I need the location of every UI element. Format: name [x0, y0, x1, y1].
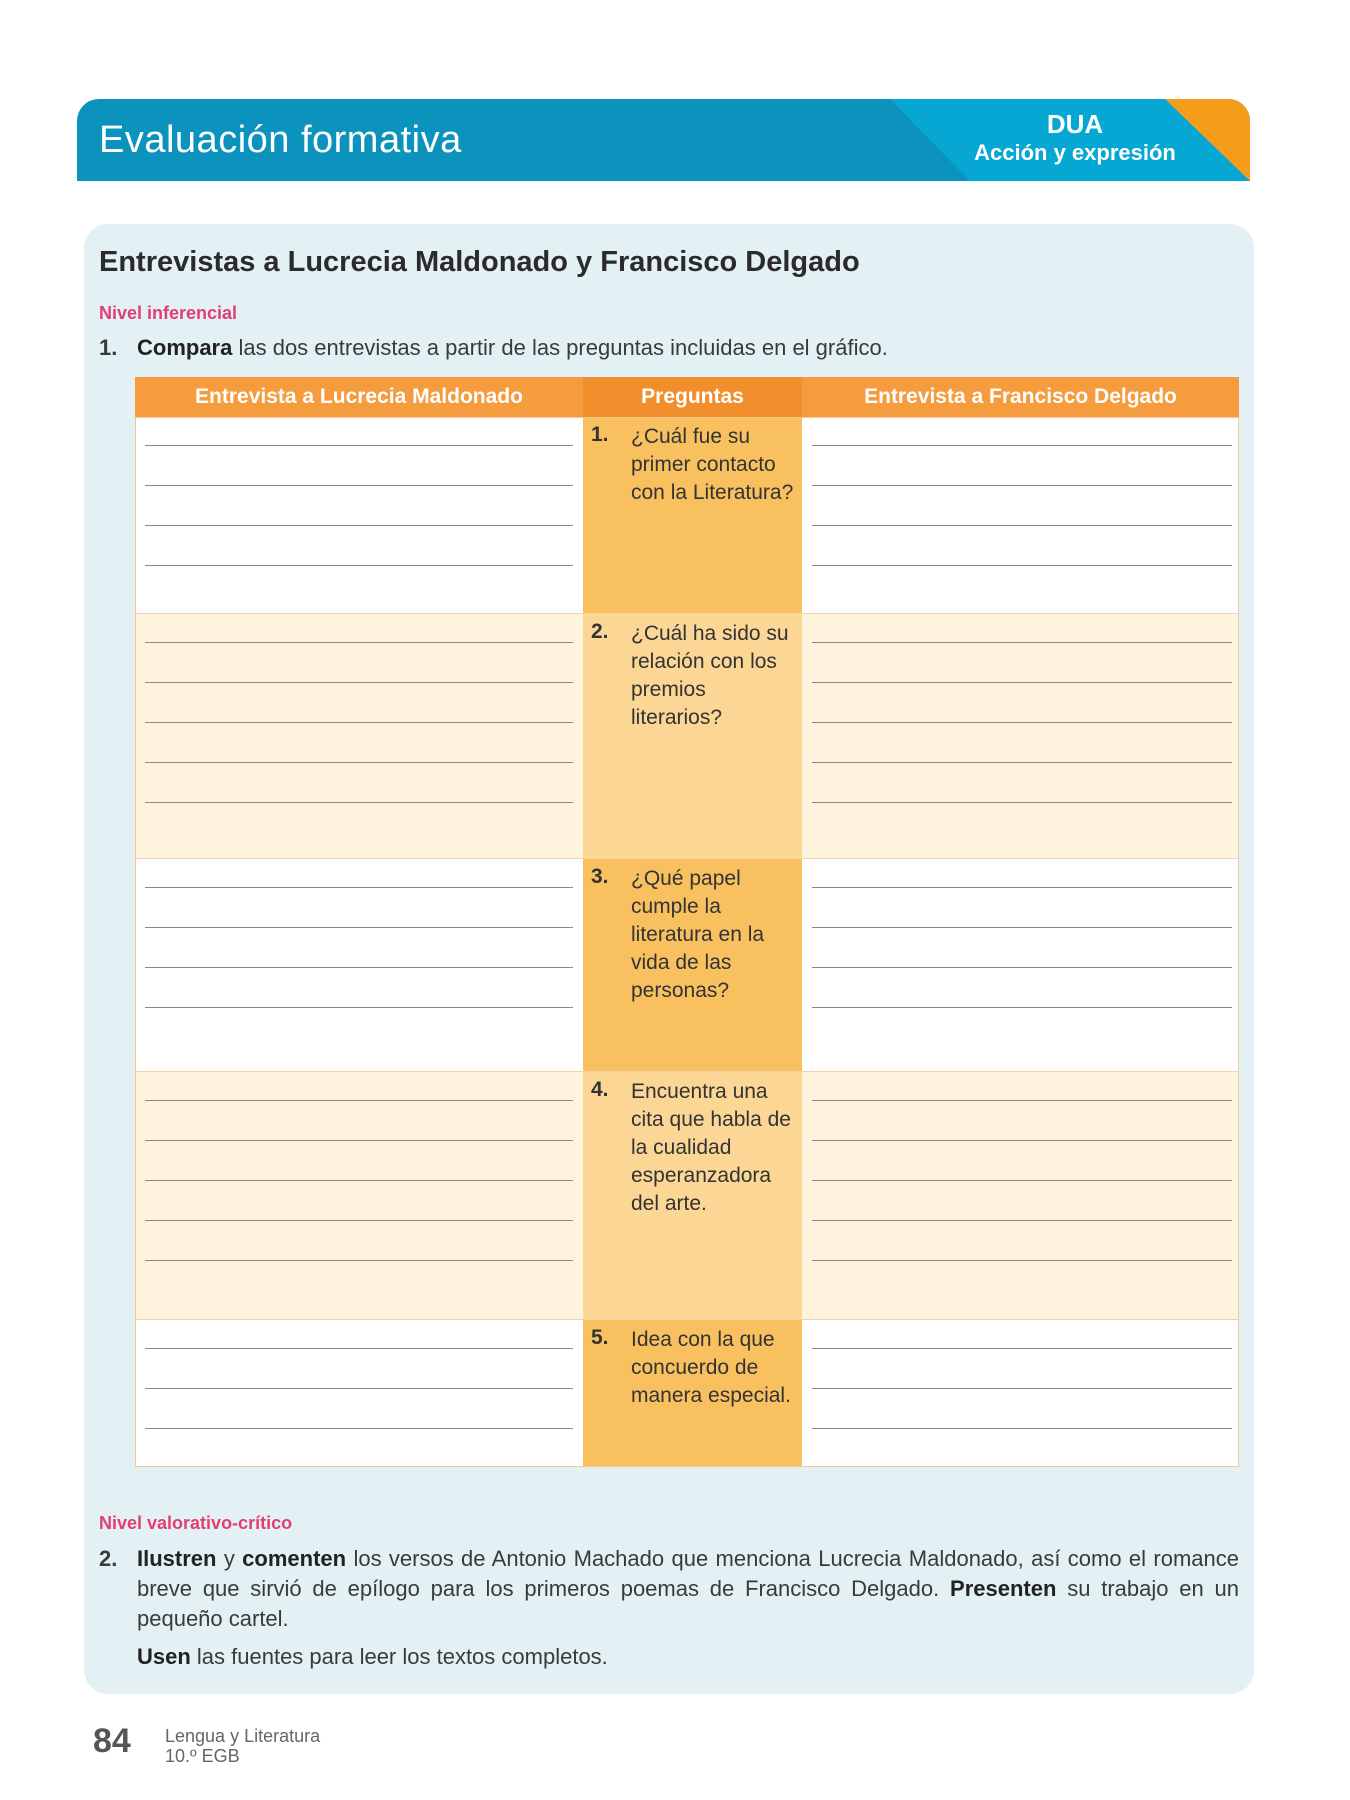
question-1 — [99, 333, 888, 363]
answer-line[interactable] — [145, 1100, 573, 1101]
question-1-number: 1. — [99, 335, 118, 360]
answer-line[interactable] — [812, 762, 1232, 763]
question-text: ¿Cuál ha sido su relación con los premios literarios? — [631, 622, 789, 729]
answer-line[interactable] — [145, 1180, 573, 1181]
question-number: 5. — [591, 1326, 609, 1349]
question-cell — [583, 614, 802, 858]
question-text: ¿Cuál fue su primer contacto con la Literatura? — [631, 425, 794, 504]
question-number: 4. — [591, 1078, 609, 1101]
dua-subtitle: Acción y expresión — [974, 140, 1176, 165]
question-text: Encuentra una cita que habla de la cualidad esperanzadora del arte. — [631, 1080, 791, 1215]
q2-text-part: y — [216, 1546, 243, 1571]
answer-line[interactable] — [812, 1388, 1232, 1389]
question-number: 3. — [591, 865, 609, 888]
table-row — [135, 859, 1239, 1072]
answer-line[interactable] — [145, 565, 573, 566]
table-row — [135, 614, 1239, 859]
q2-bold-comenten: comenten — [242, 1546, 347, 1571]
question-number: 1. — [591, 423, 609, 446]
answer-line[interactable] — [145, 1428, 573, 1429]
question-1-verb: Compara — [137, 335, 233, 360]
q2-text-part: las fuentes para leer los textos completos. — [190, 1644, 608, 1669]
level-inferencial: Nivel inferencial — [99, 303, 238, 323]
answer-line[interactable] — [812, 1180, 1232, 1181]
dua-title: DUA — [1046, 109, 1104, 139]
answer-line[interactable] — [145, 1348, 573, 1349]
question-2-text — [137, 1544, 1239, 1634]
answer-line[interactable] — [145, 762, 573, 763]
answer-line[interactable] — [812, 565, 1232, 566]
answer-line[interactable] — [812, 1140, 1232, 1141]
answer-line[interactable] — [812, 1260, 1232, 1261]
answer-line[interactable] — [145, 485, 573, 486]
question-2-number: 2. — [99, 1546, 118, 1571]
answer-line[interactable] — [145, 887, 573, 888]
header-banner — [77, 99, 1250, 181]
question-cell — [583, 859, 802, 1071]
question-cell — [583, 1072, 802, 1319]
question-cell — [583, 417, 802, 613]
q2-bold-usen: Usen — [137, 1644, 191, 1669]
answer-line[interactable] — [812, 887, 1232, 888]
answer-line[interactable] — [812, 525, 1232, 526]
answer-line[interactable] — [812, 1100, 1232, 1101]
grade-level: 10.º EGB — [165, 1746, 240, 1766]
table-row — [135, 1072, 1239, 1320]
answer-line[interactable] — [812, 642, 1232, 643]
question-1-text: las dos entrevistas a partir de las preguntas incluidas en el gráfico. — [232, 335, 888, 360]
question-2 — [99, 1544, 1239, 1672]
header-preguntas: Preguntas — [583, 377, 802, 417]
table-row — [135, 417, 1239, 614]
question-text: Idea con la que concuerdo de manera especial. — [631, 1328, 791, 1407]
level-valorativo-critico: Nivel valorativo-crítico — [99, 1513, 293, 1533]
q2-text-part: los versos de Antonio Machado que menciona Lucrecia Maldonado, así como el romance breve que sirvió de epílogo para los primeros poemas de Francisco Delgado. — [137, 1546, 1239, 1601]
question-2-sources — [137, 1642, 1239, 1672]
comparison-table — [135, 377, 1239, 1467]
answer-line[interactable] — [812, 485, 1232, 486]
answer-line[interactable] — [145, 1140, 573, 1141]
answer-line[interactable] — [812, 1007, 1232, 1008]
header-lucrecia: Entrevista a Lucrecia Maldonado — [195, 385, 523, 408]
answer-line[interactable] — [145, 1220, 573, 1221]
page-title: Evaluación formativa — [99, 119, 462, 161]
subject-name: Lengua y Literatura — [165, 1726, 321, 1746]
activity-heading: Entrevistas a Lucrecia Maldonado y Francisco Delgado — [99, 246, 860, 278]
answer-line[interactable] — [812, 722, 1232, 723]
answer-line[interactable] — [145, 967, 573, 968]
answer-line[interactable] — [145, 722, 573, 723]
answer-line[interactable] — [145, 525, 573, 526]
answer-line[interactable] — [812, 1428, 1232, 1429]
answer-line[interactable] — [812, 445, 1232, 446]
question-cell — [583, 1320, 802, 1466]
answer-line[interactable] — [812, 927, 1232, 928]
table-row — [135, 1320, 1239, 1467]
answer-line[interactable] — [145, 802, 573, 803]
page-number: 84 — [93, 1722, 131, 1760]
answer-line[interactable] — [812, 1220, 1232, 1221]
question-text: ¿Qué papel cumple la literatura en la vida de las personas? — [631, 867, 765, 1002]
q2-bold-ilustren: Ilustren — [137, 1546, 217, 1571]
answer-line[interactable] — [145, 1007, 573, 1008]
header-francisco: Entrevista a Francisco Delgado — [864, 385, 1177, 408]
answer-line[interactable] — [812, 967, 1232, 968]
answer-line[interactable] — [145, 1388, 573, 1389]
answer-line[interactable] — [145, 1260, 573, 1261]
answer-line[interactable] — [145, 445, 573, 446]
question-number: 2. — [591, 620, 609, 643]
q2-text-part: su trabajo en un pequeño cartel. — [137, 1576, 1239, 1631]
q2-bold-presenten: Presenten — [950, 1576, 1057, 1601]
answer-line[interactable] — [812, 682, 1232, 683]
answer-line[interactable] — [812, 1348, 1232, 1349]
footer-subject — [165, 1726, 320, 1766]
answer-line[interactable] — [145, 642, 573, 643]
dua-label — [960, 109, 1190, 167]
answer-line[interactable] — [812, 802, 1232, 803]
answer-line[interactable] — [145, 927, 573, 928]
answer-line[interactable] — [145, 682, 573, 683]
